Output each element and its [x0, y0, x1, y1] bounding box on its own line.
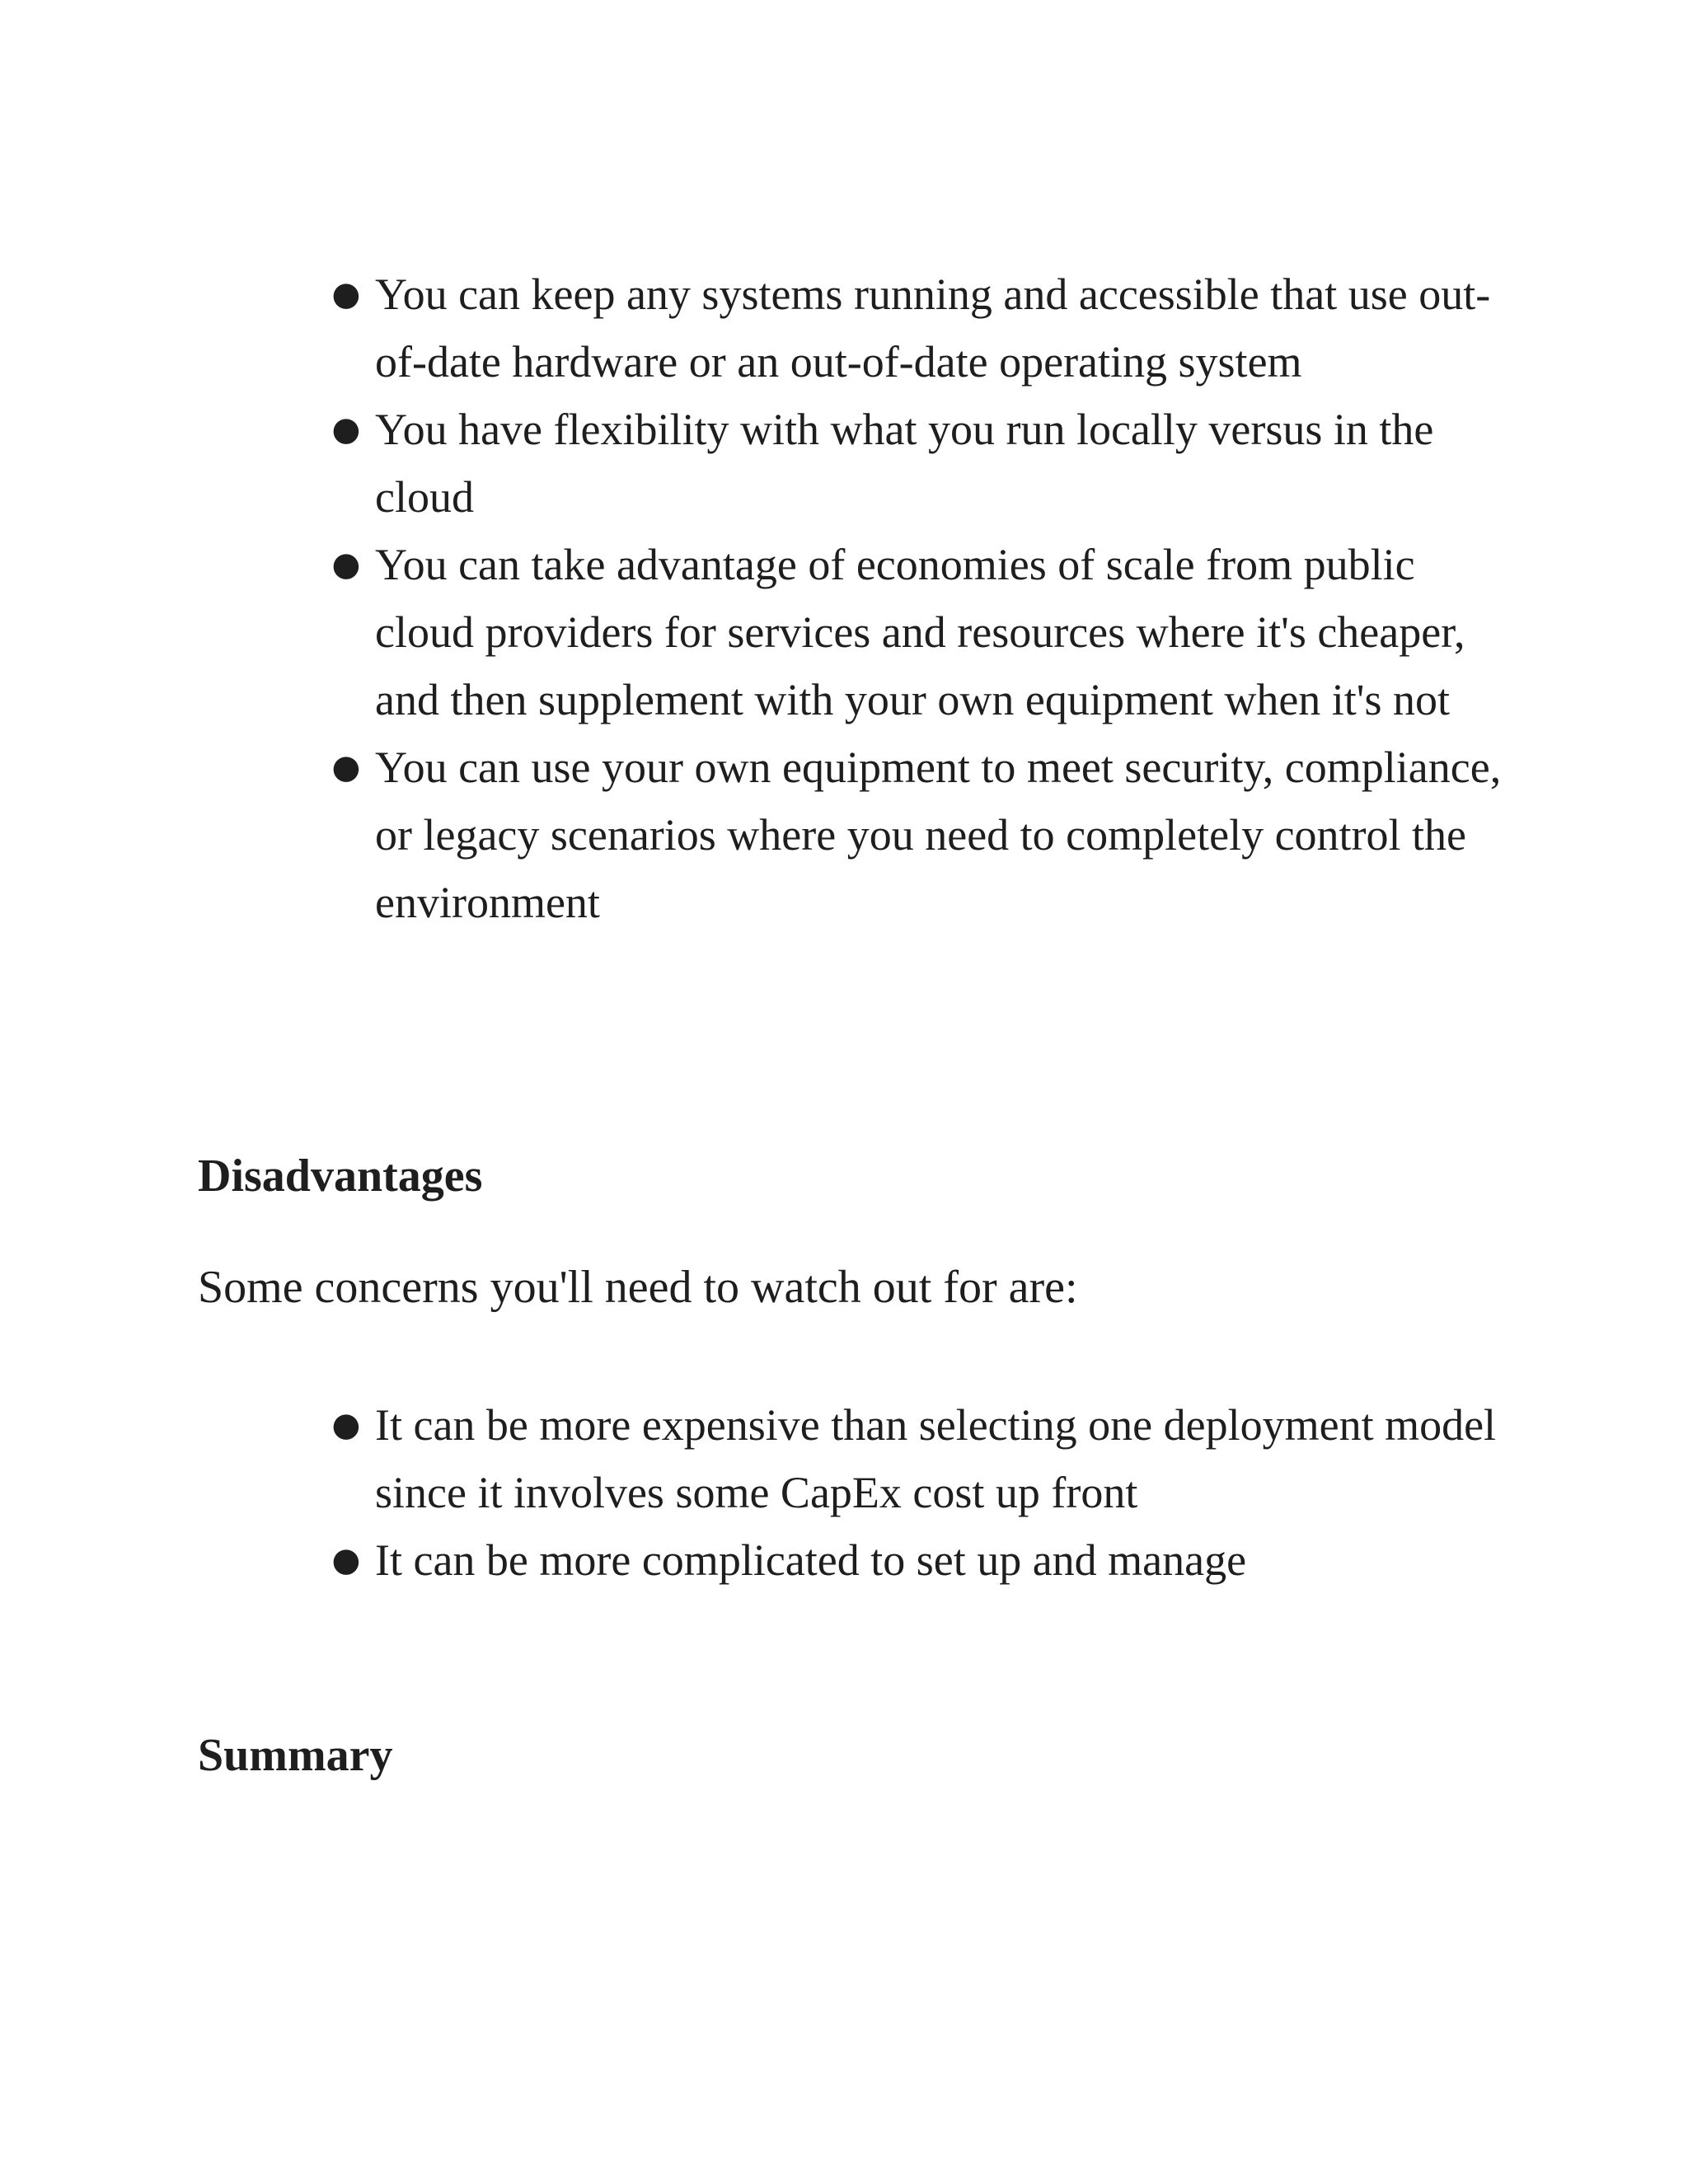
list-item — [0, 733, 1512, 936]
bullet-icon: ● — [331, 748, 361, 786]
list-item-text: You can take advantage of economies of scale from public cloud providers for services and resources where it's cheaper, and then supplement with your own equipment when it's not — [375, 540, 1465, 724]
list-item — [0, 1391, 1512, 1526]
disadvantages-intro: Some concerns you'll need to watch out for are: — [198, 1262, 1078, 1313]
disadvantages-heading: Disadvantages — [198, 1151, 483, 1202]
list-item — [0, 531, 1512, 733]
advantages-list — [0, 260, 1512, 936]
bullet-icon: ● — [331, 1406, 361, 1444]
list-item-text: You have flexibility with what you run locally versus in the cloud — [375, 405, 1434, 522]
summary-heading: Summary — [198, 1730, 393, 1781]
list-item-text: It can be more expensive than selecting one deployment model since it involves some CapEx cost up front — [375, 1400, 1497, 1517]
list-item-text: It can be more complicated to set up and manage — [375, 1535, 1247, 1585]
bullet-icon: ● — [331, 546, 361, 583]
list-item — [0, 1526, 1512, 1594]
bullet-icon: ● — [331, 410, 361, 448]
list-item — [0, 260, 1512, 396]
bullet-icon: ● — [331, 1541, 361, 1579]
disadvantages-list — [0, 1391, 1512, 1594]
list-item — [0, 396, 1512, 531]
list-item-text: You can use your own equipment to meet security, compliance, or legacy scenarios where you need to completely control the environment — [375, 743, 1502, 927]
list-item-text: You can keep any systems running and accessible that use out-of-date hardware or an out-of-date operating system — [375, 269, 1491, 387]
bullet-icon: ● — [331, 275, 361, 313]
